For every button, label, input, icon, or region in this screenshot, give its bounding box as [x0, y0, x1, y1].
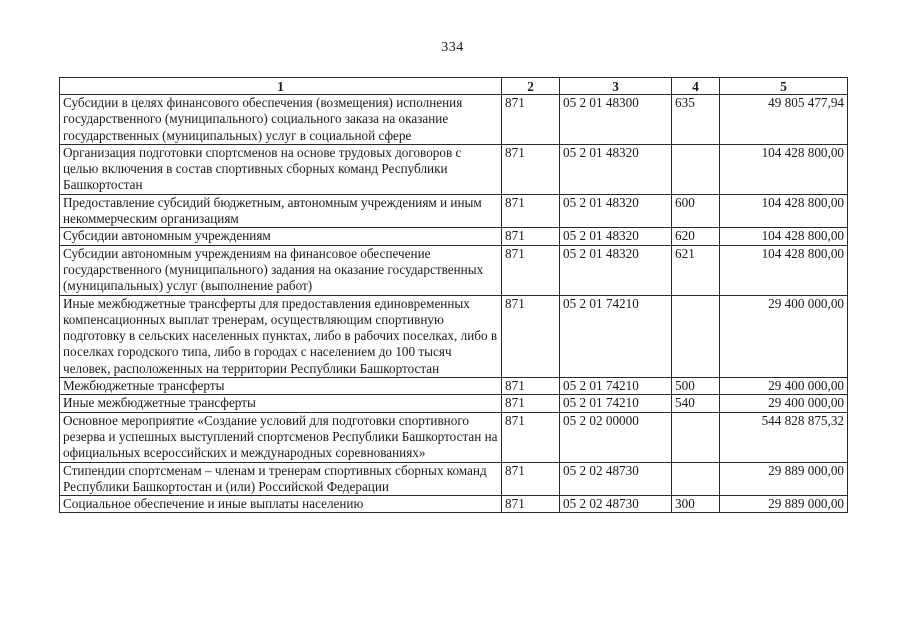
row-ministry-cell: 871: [502, 228, 560, 245]
table-row: [60, 395, 848, 412]
table-row: [60, 144, 848, 194]
row-type-cell: 300: [672, 496, 720, 513]
table-row: [60, 295, 848, 377]
row-ministry-cell: 871: [502, 496, 560, 513]
row-amount-cell: 104 428 800,00: [720, 194, 848, 228]
row-amount-cell: 104 428 800,00: [720, 228, 848, 245]
row-type-cell: 621: [672, 245, 720, 295]
table-row: [60, 378, 848, 395]
row-amount-cell: 29 400 000,00: [720, 378, 848, 395]
page-number: 334: [441, 40, 464, 55]
row-amount-cell: 104 428 800,00: [720, 144, 848, 194]
row-ministry-cell: 871: [502, 194, 560, 228]
row-amount-cell: 104 428 800,00: [720, 245, 848, 295]
row-code-cell: 05 2 02 00000: [560, 412, 672, 462]
column-header-4: 4: [672, 78, 720, 95]
table-row: [60, 95, 848, 145]
row-type-cell: [672, 144, 720, 194]
row-ministry-cell: 871: [502, 295, 560, 377]
row-code-cell: 05 2 01 74210: [560, 295, 672, 377]
row-code-cell: 05 2 02 48730: [560, 496, 672, 513]
table-row: [60, 194, 848, 228]
row-amount-cell: 29 400 000,00: [720, 395, 848, 412]
row-type-cell: 500: [672, 378, 720, 395]
row-code-cell: 05 2 01 48320: [560, 144, 672, 194]
row-type-cell: 620: [672, 228, 720, 245]
row-name-cell: Предоставление субсидий бюджетным, автономным учреждениям и иным некоммерческим организациям: [60, 194, 502, 228]
column-header-3: 3: [560, 78, 672, 95]
row-code-cell: 05 2 01 48300: [560, 95, 672, 145]
column-header-2: 2: [502, 78, 560, 95]
row-type-cell: [672, 295, 720, 377]
table-row: [60, 228, 848, 245]
row-type-cell: [672, 412, 720, 462]
row-code-cell: 05 2 01 74210: [560, 395, 672, 412]
row-name-cell: Стипендии спортсменам – членам и тренерам спортивных сборных команд Республики Башкортостан и (или) Российской Федерации: [60, 462, 502, 496]
row-amount-cell: 29 889 000,00: [720, 462, 848, 496]
row-name-cell: Субсидии автономным учреждениям на финансовое обеспечение государственного (муниципального) задания на оказание государственных (муниципальных) услуг (выполнение работ): [60, 245, 502, 295]
table-row: [60, 462, 848, 496]
row-name-cell: Субсидии в целях финансового обеспечения (возмещения) исполнения государственного (муниципального) социального заказа на оказание государственных (муниципальных) услуг в социальной сфере: [60, 95, 502, 145]
table-row: [60, 412, 848, 462]
row-name-cell: Основное мероприятие «Создание условий для подготовки спортивного резерва и успешных выступлений спортсменов Республики Башкортостан на официальных всероссийских и международных соревнованиях»: [60, 412, 502, 462]
row-ministry-cell: 871: [502, 144, 560, 194]
row-ministry-cell: 871: [502, 245, 560, 295]
row-ministry-cell: 871: [502, 378, 560, 395]
row-ministry-cell: 871: [502, 462, 560, 496]
row-type-cell: 600: [672, 194, 720, 228]
column-header-1: 1: [60, 78, 502, 95]
row-code-cell: 05 2 01 74210: [560, 378, 672, 395]
row-amount-cell: 544 828 875,32: [720, 412, 848, 462]
table-row: [60, 496, 848, 513]
row-amount-cell: 49 805 477,94: [720, 95, 848, 145]
row-type-cell: [672, 462, 720, 496]
row-name-cell: Межбюджетные трансферты: [60, 378, 502, 395]
row-ministry-cell: 871: [502, 412, 560, 462]
row-code-cell: 05 2 02 48730: [560, 462, 672, 496]
budget-table: [59, 77, 848, 513]
table-row: [60, 245, 848, 295]
row-code-cell: 05 2 01 48320: [560, 228, 672, 245]
row-name-cell: Организация подготовки спортсменов на основе трудовых договоров с целью включения в состав спортивных сборных команд Республики Башкортостан: [60, 144, 502, 194]
row-ministry-cell: 871: [502, 95, 560, 145]
row-code-cell: 05 2 01 48320: [560, 245, 672, 295]
row-name-cell: Социальное обеспечение и иные выплаты населению: [60, 496, 502, 513]
row-type-cell: 540: [672, 395, 720, 412]
row-type-cell: 635: [672, 95, 720, 145]
row-name-cell: Иные межбюджетные трансферты для предоставления единовременных компенсационных выплат тренерам, осуществляющим спортивную подготовку в сельских населенных пунктах, либо в рабочих поселках, либо в поселках городского типа, либо в городах с населением до 100 тысяч человек, расположенных на территории Республики Башкортостан: [60, 295, 502, 377]
row-name-cell: Иные межбюджетные трансферты: [60, 395, 502, 412]
row-amount-cell: 29 889 000,00: [720, 496, 848, 513]
row-code-cell: 05 2 01 48320: [560, 194, 672, 228]
table-header-row: [60, 78, 848, 95]
column-header-5: 5: [720, 78, 848, 95]
row-name-cell: Субсидии автономным учреждениям: [60, 228, 502, 245]
row-ministry-cell: 871: [502, 395, 560, 412]
row-amount-cell: 29 400 000,00: [720, 295, 848, 377]
